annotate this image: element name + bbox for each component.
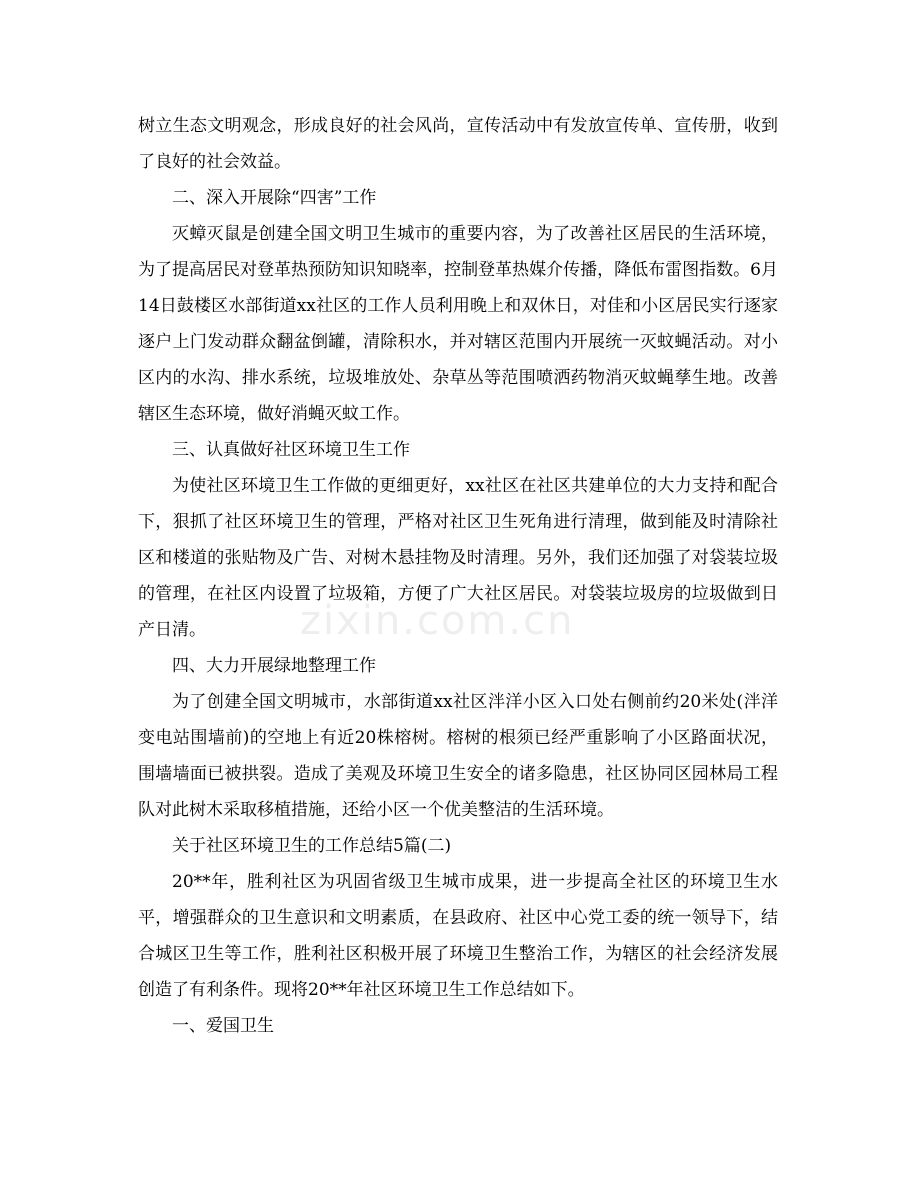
watermark-logo: zixin.com.cn <box>300 598 575 644</box>
paragraph-intro-part-two: 20**年，胜利社区为巩固省级卫生城市成果，进一步提高全社区的环境卫生水平，增强群众的卫生意识和文明素质，在县政府、社区中心党工委的统一领导下，结合城区卫生等工作，胜利社区积极开展了环境卫生整治工作，为辖区的社会经济发展创造了有利条件。现将20**年社区环境卫生工作总结如下。 <box>138 872 778 1000</box>
document-body <box>138 108 778 1044</box>
paragraph-pest-control: 灭蟑灭鼠是创建全国文明卫生城市的重要内容，为了改善社区居民的生活环境，为了提高居民对登革热预防知识知晓率，控制登革热媒介传播，降低布雷图指数。6月14日鼓楼区水部街道xx社区的工作人员利用晚上和双休日，对佳和小区居民实行逐家逐户上门发动群众翻盆倒罐，清除积水，并对辖区范围内开展统一灭蚊蝇活动。对小区内的水沟、排水系统，垃圾堆放处、杂草丛等范围喷洒药物消灭蚊蝇孳生地。改善辖区生态环境，做好消蝇灭蚊工作。 <box>138 224 778 424</box>
paragraph-greenery: 为了创建全国文明城市，水部街道xx社区泮洋小区入口处右侧前约20米处(泮洋变电站围墙前)的空地上有近20株榕树。榕树的根须已经严重影响了小区路面状况，围墙墙面已被拱裂。造成了美观及环境卫生安全的诸多隐患，社区协同区园林局工程队对此树木采取移植措施，还给小区一个优美整洁的生活环境。 <box>138 692 778 820</box>
article-title-part-two: 关于社区环境卫生的工作总结5篇(二) <box>172 836 452 856</box>
section-heading-sanitation: 三、认真做好社区环境卫生工作 <box>172 440 410 460</box>
section-heading-patriotic-health: 一、爱国卫生 <box>172 1016 274 1036</box>
paragraph-continuation: 树立生态文明观念，形成良好的社会风尚，宣传活动中有发放宣传单、宣传册，收到了良好的社会效益。 <box>138 116 778 172</box>
paragraph-sanitation: 为使社区环境卫生工作做的更细更好，xx社区在社区共建单位的大力支持和配合下，狠抓了社区环境卫生的管理，严格对社区卫生死角进行清理，做到能及时清除社区和楼道的张贴物及广告、对树木悬挂物及时清理。另外，我们还加强了对袋装垃圾的管理，在社区内设置了垃圾箱，方便了广大社区居民。对袋装垃圾房的垃圾做到日产日清。 <box>138 476 778 640</box>
section-heading-pest-control: 二、深入开展除“四害”工作 <box>172 188 377 208</box>
section-heading-greenery: 四、大力开展绿地整理工作 <box>172 656 376 676</box>
